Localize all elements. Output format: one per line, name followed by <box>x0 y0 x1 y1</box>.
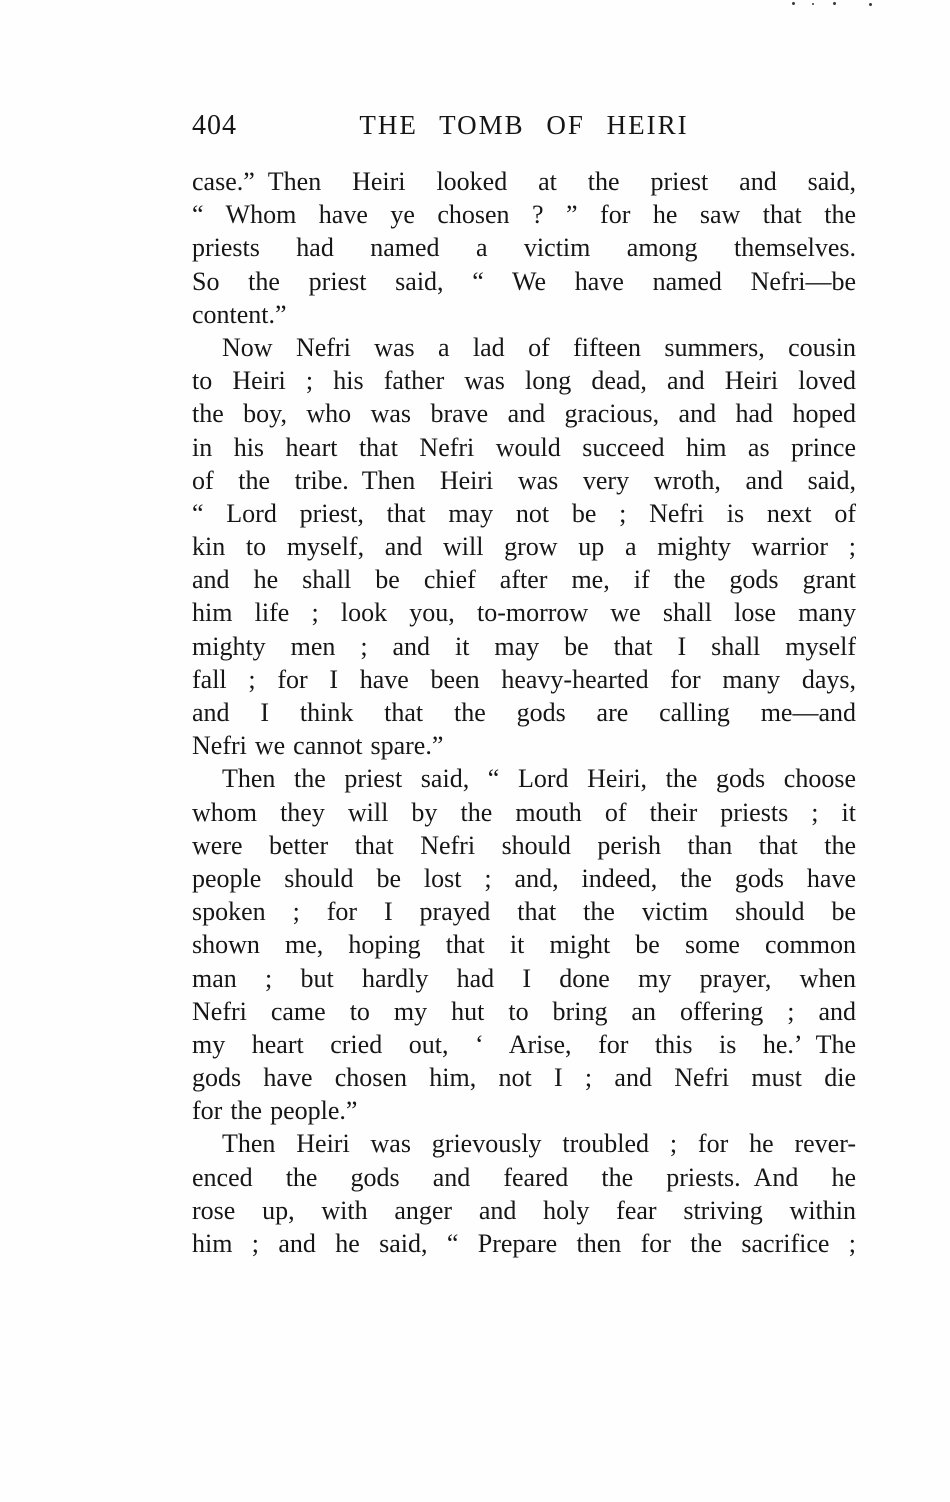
text-line: case.” Then Heiri looked at the priest and said, <box>192 167 856 196</box>
text-line: of the tribe. Then Heiri was very wroth, and said, <box>192 465 856 495</box>
text-line: “ Lord priest, that may not be ; Nefri is next of <box>192 498 856 528</box>
scan-speck <box>792 2 795 5</box>
text-line: whom they will by the mouth of their priests ; it <box>192 797 856 827</box>
text-line: my heart cried out, ‘ Arise, for this is he.’ The <box>192 1029 856 1059</box>
text-line: fall ; for I have been heavy-hearted for many days, <box>192 664 856 694</box>
text-line: Then the priest said, “ Lord Heiri, the gods choose <box>222 764 856 794</box>
running-title: THE TOMB OF HEIRI <box>359 110 689 140</box>
text-line: mighty men ; and it may be that I shall myself <box>192 631 856 661</box>
text-line: Now Nefri was a lad of fifteen summers, cousin <box>222 332 856 362</box>
text-line: the boy, who was brave and gracious, and had hoped <box>192 399 856 429</box>
page-number: 404 <box>192 110 237 141</box>
text-line: people should be lost ; and, indeed, the gods have <box>192 863 856 893</box>
body-text <box>192 165 856 1260</box>
text-block <box>192 110 856 1260</box>
text-line: him ; and he said, “ Prepare then for the sacrifice ; <box>192 1229 856 1258</box>
text-line: were better that Nefri should perish than that the <box>192 830 856 860</box>
text-line: kin to myself, and will grow up a mighty warrior ; <box>192 532 856 562</box>
text-line: content.” <box>192 299 287 329</box>
text-line: gods have chosen him, not I ; and Nefri must die <box>192 1063 856 1093</box>
text-line: in his heart that Nefri would succeed him as prince <box>192 432 856 462</box>
text-line: man ; but hardly had I done my prayer, when <box>192 963 856 993</box>
text-line: spoken ; for I prayed that the victim should be <box>192 897 856 927</box>
text-line: him life ; look you, to-morrow we shall lose many <box>192 598 856 628</box>
text-line: Nefri we cannot spare.” <box>192 731 444 761</box>
text-line: to Heiri ; his father was long dead, and Heiri loved <box>192 366 856 396</box>
text-line: Nefri came to my hut to bring an offering ; and <box>192 996 856 1026</box>
scan-speck <box>833 2 836 5</box>
text-line: shown me, hoping that it might be some common <box>192 930 856 960</box>
text-line: “ Whom have ye chosen ? ” for he saw that the <box>192 200 856 230</box>
scan-speck <box>869 3 872 6</box>
text-line: enced the gods and feared the priests. And he <box>192 1162 856 1192</box>
scan-speck <box>812 3 814 5</box>
text-line: priests had named a victim among themselves. <box>192 233 856 263</box>
text-line: Then Heiri was grievously troubled ; for he rever- <box>222 1129 856 1159</box>
text-line: and I think that the gods are calling me—and <box>192 698 856 727</box>
text-line: So the priest said, “ We have named Nefri—be <box>192 266 856 296</box>
page-header <box>192 110 856 165</box>
text-line: rose up, with anger and holy fear striving within <box>192 1195 856 1225</box>
text-line: and he shall be chief after me, if the gods grant <box>192 565 856 595</box>
text-line: for the people.” <box>192 1096 358 1126</box>
